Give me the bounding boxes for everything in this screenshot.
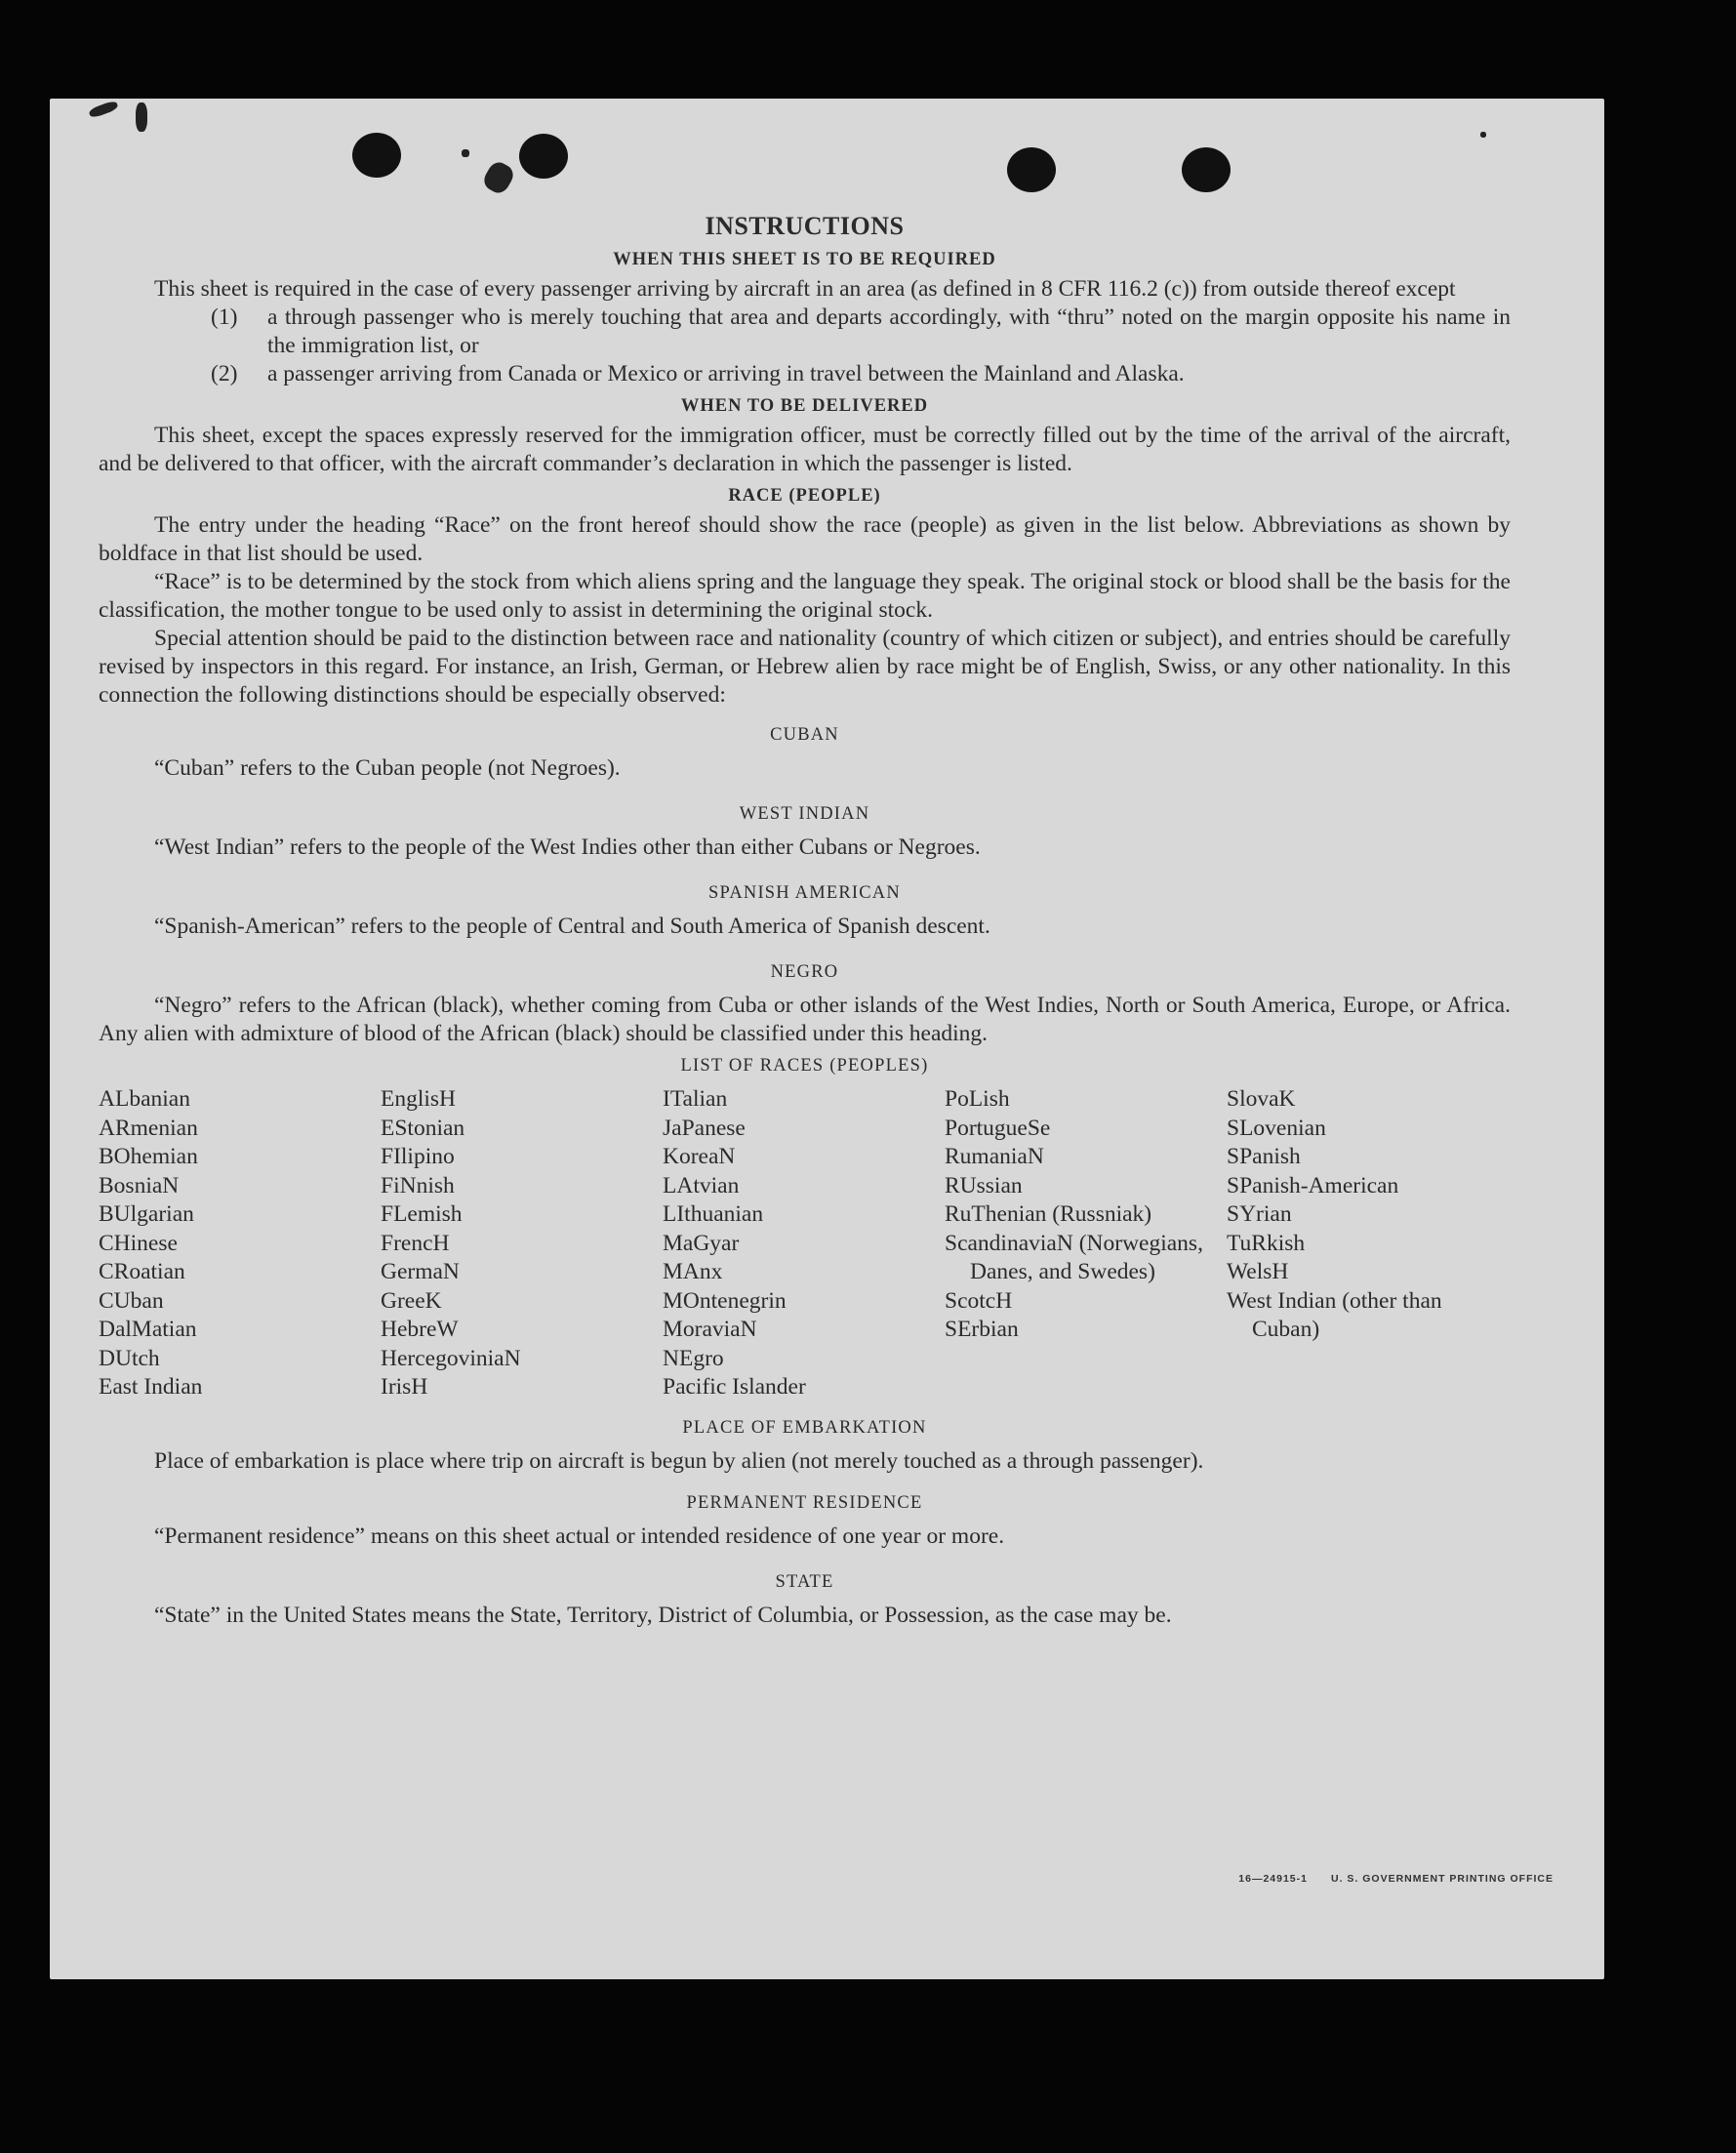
heading-place-of-embarkation: PLACE OF EMBARKATION xyxy=(682,1417,927,1438)
race-item: LAtvian xyxy=(663,1172,740,1198)
race-item: West Indian (other than Cuban) xyxy=(1227,1287,1442,1342)
state-text: “State” in the United States means the State, Territory, District of Columbia, or Possession, as the case may be. xyxy=(154,1602,1172,1628)
ink-speck xyxy=(462,149,469,157)
race-paragraph-2: “Race” is to be determined by the stock from which aliens spring and the language they speak. The original stock or blood shall be the basis for the classification, the mother tongue to be used only to assist in determining the original stock. xyxy=(99,569,1511,623)
races-column xyxy=(663,1085,945,1402)
race-item: CUban xyxy=(99,1287,164,1314)
race-item: RuThenian (Russniak) xyxy=(945,1201,1152,1227)
race-item: MoraviaN xyxy=(663,1317,757,1342)
printing-footer xyxy=(1238,1873,1554,1885)
race-item: BOhemian xyxy=(99,1144,198,1169)
race-item: ScandinaviaN (Norwegians, Danes, and Swedes) xyxy=(945,1230,1203,1284)
race-item: CRoatian xyxy=(99,1259,185,1284)
race-item: Pacific Islander xyxy=(663,1374,806,1400)
binder-hole xyxy=(519,134,568,179)
west-indian-text: “West Indian” refers to the people of the West Indies other than either Cubans or Negroes. xyxy=(154,834,981,860)
heading-spanish-american: SPANISH AMERICAN xyxy=(708,883,901,903)
instructions-body xyxy=(99,211,1511,1630)
race-item: BUlgarian xyxy=(99,1201,194,1227)
heading-when-delivered: WHEN TO BE DELIVERED xyxy=(680,396,929,416)
race-item: HebreW xyxy=(381,1317,459,1342)
race-item: MOntenegrin xyxy=(663,1287,787,1314)
heading-list-of-races: LIST OF RACES (PEOPLES) xyxy=(680,1056,929,1076)
required-clause-1 xyxy=(211,304,1511,360)
race-item: DUtch xyxy=(99,1345,160,1371)
race-item: SPanish xyxy=(1227,1144,1301,1169)
race-item: MAnx xyxy=(663,1259,723,1284)
heading-when-required: WHEN THIS SHEET IS TO BE REQUIRED xyxy=(613,250,996,269)
race-item: SlovaK xyxy=(1227,1086,1296,1112)
race-item: GreeK xyxy=(381,1287,442,1314)
heading-cuban: CUBAN xyxy=(770,725,839,745)
race-item: SErbian xyxy=(945,1317,1019,1342)
race-item: EStonian xyxy=(381,1115,465,1141)
printer-name: U. S. GOVERNMENT PRINTING OFFICE xyxy=(1330,1873,1554,1885)
race-item: ITalian xyxy=(663,1086,728,1112)
race-item: East Indian xyxy=(99,1374,203,1400)
required-clause-2 xyxy=(211,360,1511,388)
race-item: MaGyar xyxy=(663,1230,740,1256)
race-item: CHinese xyxy=(99,1230,178,1256)
race-item: SLovenian xyxy=(1227,1115,1326,1141)
race-item: KoreaN xyxy=(663,1144,736,1169)
clause-number: (1) xyxy=(211,305,238,330)
ink-speck xyxy=(1480,132,1486,138)
embarkation-text: Place of embarkation is place where trip on aircraft is begun by alien (not merely touched as a through passenger). xyxy=(154,1447,1204,1474)
race-item: PortugueSe xyxy=(945,1115,1051,1141)
race-paragraph-3: Special attention should be paid to the distinction between race and nationality (country of which citizen or subject), and entries should be carefully revised by inspectors in this regard. For instance, an Irish, German, or Hebrew alien by race might be of English, Swiss, or any other nationality. In this connection the following distinctions should be especially observed: xyxy=(99,626,1511,708)
delivered-text: This sheet, except the spaces expressly reserved for the immigration officer, must be correctly filled out by the time of the arrival of the aircraft, and be delivered to that officer, with the aircraft commander’s declaration in which the passenger is listed. xyxy=(99,423,1511,476)
document-page xyxy=(50,99,1604,1979)
races-column xyxy=(99,1085,381,1402)
race-item: BosniaN xyxy=(99,1172,180,1198)
race-item: SPanish-American xyxy=(1227,1172,1399,1198)
race-item: PoLish xyxy=(945,1086,1010,1112)
races-column xyxy=(1227,1085,1509,1402)
form-number: 16—24915-1 xyxy=(1238,1873,1308,1885)
race-item: JaPanese xyxy=(663,1115,746,1141)
residence-text: “Permanent residence” means on this sheet actual or intended residence of one year or more. xyxy=(154,1523,1005,1549)
race-item: EnglisH xyxy=(381,1086,457,1112)
binder-hole xyxy=(352,133,401,178)
race-item: FIlipino xyxy=(381,1144,455,1169)
races-list xyxy=(99,1085,1511,1402)
clause-number: (2) xyxy=(211,361,238,386)
ink-speck xyxy=(480,159,517,197)
clause-text: a through passenger who is merely touching that area and departs accordingly, with “thru” noted on the margin opposite his name in the immigration list, or xyxy=(267,305,1511,358)
races-column xyxy=(381,1085,663,1402)
clause-text: a passenger arriving from Canada or Mexico or arriving in travel between the Mainland and Alaska. xyxy=(267,361,1185,386)
race-item: NEgro xyxy=(663,1345,724,1371)
ink-speck xyxy=(136,102,147,132)
binder-hole xyxy=(1007,147,1056,192)
ink-speck xyxy=(88,100,119,119)
race-item: FrencH xyxy=(381,1230,450,1256)
race-item: FLemish xyxy=(381,1201,463,1227)
negro-text: “Negro” refers to the African (black), whether coming from Cuba or other islands of the West Indies, North or South America, Europe, or Africa. Any alien with admixture of blood of the African (black) should be classified under this heading. xyxy=(99,993,1511,1046)
races-column xyxy=(945,1085,1227,1402)
heading-permanent-residence: PERMANENT RESIDENCE xyxy=(686,1492,923,1513)
cuban-text: “Cuban” refers to the Cuban people (not Negroes). xyxy=(154,755,621,781)
race-item: ARmenian xyxy=(99,1115,198,1141)
race-item: SYrian xyxy=(1227,1201,1292,1227)
race-item: TuRkish xyxy=(1227,1230,1306,1256)
race-item: IrisH xyxy=(381,1374,428,1400)
race-paragraph-1: The entry under the heading “Race” on the front hereof should show the race (people) as given in the list below. Abbreviations as shown by boldface in that list should be used. xyxy=(99,512,1511,566)
race-item: RUssian xyxy=(945,1172,1023,1198)
race-item: LIthuanian xyxy=(663,1201,764,1227)
spanish-american-text: “Spanish-American” refers to the people of Central and South America of Spanish descent. xyxy=(154,914,990,939)
heading-state: STATE xyxy=(775,1571,834,1592)
page-title: INSTRUCTIONS xyxy=(705,212,905,240)
race-item: HercegoviniaN xyxy=(381,1345,521,1371)
required-intro: This sheet is required in the case of every passenger arriving by aircraft in an area (as defined in 8 CFR 116.2 (c)) from outside thereof except xyxy=(154,276,1456,302)
binder-hole xyxy=(1182,147,1231,192)
race-item: RumaniaN xyxy=(945,1144,1044,1169)
race-item: GermaN xyxy=(381,1259,460,1284)
heading-west-indian: WEST INDIAN xyxy=(739,804,870,824)
race-item: ALbanian xyxy=(99,1086,190,1112)
race-item: DalMatian xyxy=(99,1317,197,1342)
heading-negro: NEGRO xyxy=(770,962,839,982)
race-item: ScotcH xyxy=(945,1287,1013,1314)
race-item: FiNnish xyxy=(381,1172,455,1198)
heading-race: RACE (PEOPLE) xyxy=(728,486,881,506)
race-item: WelsH xyxy=(1227,1259,1289,1284)
